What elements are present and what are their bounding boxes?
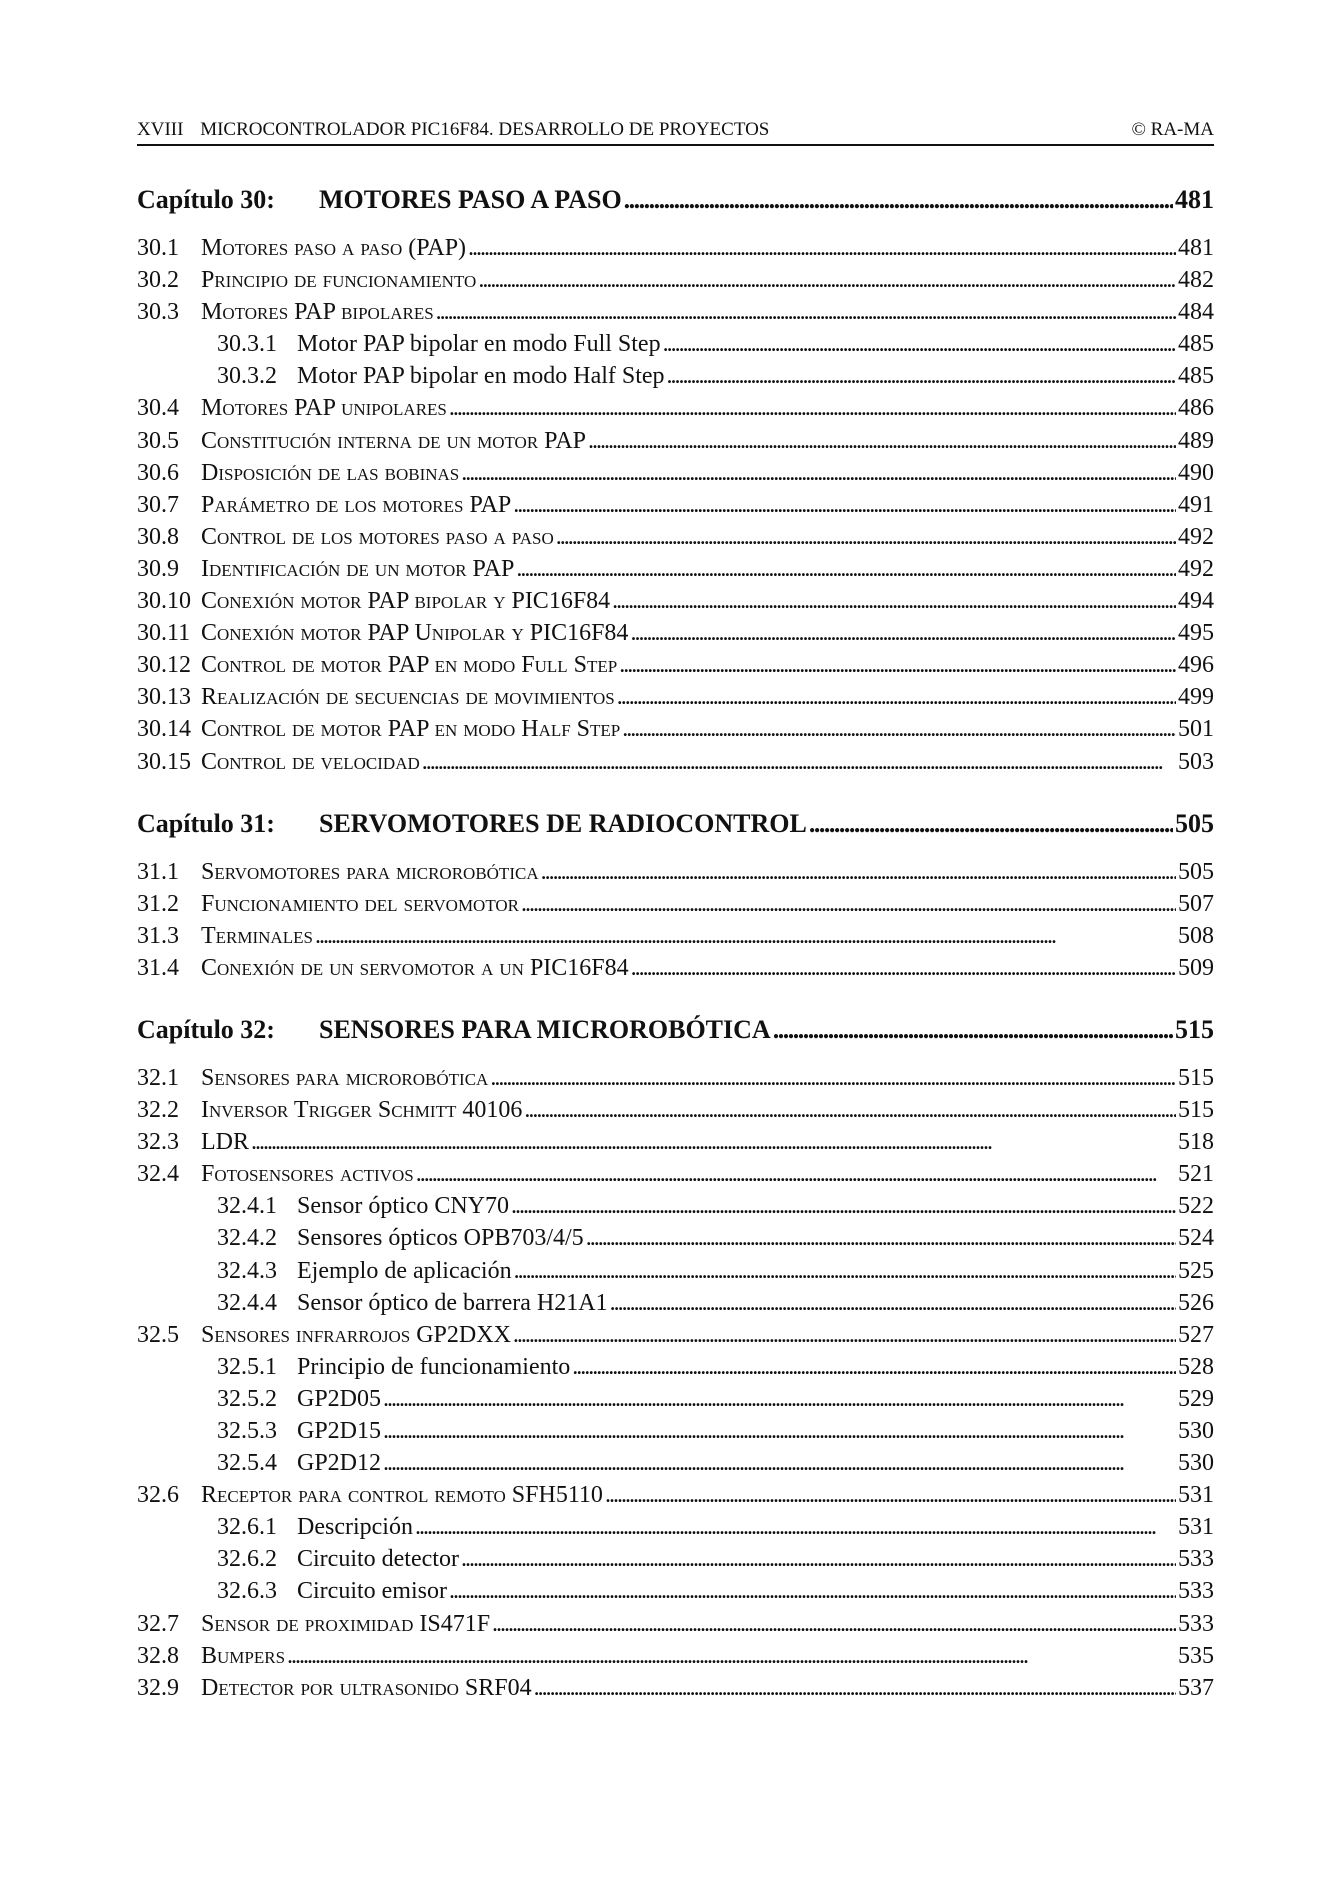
entry-title: Conexión motor PAP bipolar y PIC16F84	[201, 588, 611, 615]
entry-number: 30.13	[137, 684, 191, 711]
chapter-title: SERVOMOTORES DE RADIOCONTROL	[319, 808, 807, 838]
toc-subsection-entry	[137, 1255, 1214, 1287]
entry-page-number: 527	[1178, 1321, 1214, 1348]
chapter-title: SENSORES PARA MICROROBÓTICA	[319, 1014, 771, 1044]
entry-number: 30.10	[137, 588, 191, 615]
dot-leader	[610, 1287, 1176, 1319]
entry-title: Principio de funcionamiento	[201, 267, 477, 294]
toc-section-entry	[137, 920, 1214, 952]
entry-title: Sensores infrarrojos GP2DXX	[201, 1321, 511, 1348]
entry-title: Motor PAP bipolar en modo Full Step	[297, 331, 661, 358]
table-of-contents	[137, 184, 1214, 1704]
entry-number: 32.5.1	[217, 1353, 277, 1380]
toc-section-entry	[137, 392, 1214, 424]
entry-number: 30.3.2	[217, 363, 277, 390]
entry-title: Conexión de un servomotor a un PIC16F84	[201, 954, 629, 981]
chapter-block	[137, 808, 1214, 984]
chapter-label: Capítulo 30:	[137, 185, 275, 214]
entry-page-number: 535	[1178, 1642, 1214, 1669]
dot-leader	[315, 920, 1176, 952]
toc-subsection-entry	[137, 1575, 1214, 1607]
entry-page-number: 489	[1178, 427, 1214, 454]
entry-number: 30.9	[137, 555, 179, 582]
entry-number: 31.1	[137, 858, 179, 885]
entry-number: 32.6	[137, 1482, 179, 1509]
entry-title: Sensor de proximidad IS471F	[201, 1610, 491, 1637]
entry-page-number: 531	[1178, 1514, 1214, 1541]
toc-section-entry	[137, 457, 1214, 489]
entry-number: 30.15	[137, 748, 191, 775]
dot-leader	[667, 360, 1176, 392]
dot-leader	[287, 1640, 1176, 1672]
entry-title: Principio de funcionamiento	[297, 1353, 571, 1380]
toc-section-entry	[137, 746, 1214, 778]
dot-leader	[516, 553, 1176, 585]
entry-title: Control de velocidad	[201, 748, 420, 775]
toc-section-entry	[137, 1126, 1214, 1158]
dot-leader	[513, 1319, 1176, 1351]
entry-number: 32.4.3	[217, 1257, 277, 1284]
entry-page-number: 526	[1178, 1289, 1214, 1316]
entry-page-number: 490	[1178, 459, 1214, 486]
entry-number: 32.6.2	[217, 1546, 277, 1573]
toc-section-entry	[137, 1158, 1214, 1190]
entry-page-number: 533	[1178, 1610, 1214, 1637]
entry-title: Identificación de un motor PAP	[201, 555, 515, 582]
toc-section-entry	[137, 296, 1214, 328]
dot-leader	[383, 1383, 1176, 1415]
entry-title: Control de los motores paso a paso	[201, 523, 554, 550]
chapter-page-number: 481	[1175, 185, 1214, 214]
entry-page-number: 531	[1178, 1482, 1214, 1509]
entry-page-number: 485	[1178, 331, 1214, 358]
dot-leader	[809, 808, 1173, 840]
entry-page-number: 507	[1178, 890, 1214, 917]
toc-section-entry	[137, 1640, 1214, 1672]
dot-leader	[605, 1479, 1176, 1511]
entry-number: 32.7	[137, 1610, 179, 1637]
entry-number: 32.1	[137, 1064, 179, 1091]
dot-leader	[631, 952, 1176, 984]
toc-section-entry	[137, 1062, 1214, 1094]
running-head	[137, 118, 1214, 146]
dot-leader	[630, 617, 1176, 649]
dot-leader	[624, 184, 1173, 216]
chapter-heading	[137, 184, 1214, 216]
toc-section-entry	[137, 952, 1214, 984]
entry-number: 32.9	[137, 1674, 179, 1701]
toc-section-entry	[137, 1319, 1214, 1351]
entry-page-number: 530	[1178, 1418, 1214, 1444]
toc-section-entry	[137, 1094, 1214, 1126]
entry-page-number: 518	[1178, 1129, 1214, 1156]
dot-leader	[663, 328, 1176, 360]
entry-number: 32.5.2	[217, 1385, 277, 1412]
entry-title: GP2D12	[297, 1450, 382, 1477]
dot-leader	[514, 1255, 1176, 1287]
entry-number: 30.2	[137, 267, 179, 294]
toc-subsection-entry	[137, 1511, 1214, 1543]
entry-page-number: 530	[1178, 1450, 1214, 1477]
toc-section-entry	[137, 521, 1214, 553]
entry-title: Descripción	[297, 1514, 413, 1541]
dot-leader	[478, 264, 1176, 296]
entry-number: 32.4.1	[217, 1193, 277, 1220]
entry-number: 30.5	[137, 427, 179, 454]
entry-page-number: 494	[1178, 588, 1214, 615]
toc-subsection-entry	[137, 1543, 1214, 1575]
entry-number: 32.5.3	[217, 1418, 277, 1444]
entry-page-number: 508	[1178, 922, 1214, 949]
entry-page-number: 515	[1178, 1097, 1214, 1124]
entry-page-number: 525	[1178, 1257, 1214, 1284]
entry-number: 30.3	[137, 299, 179, 326]
toc-subsection-entry	[137, 1415, 1214, 1447]
entry-number: 31.3	[137, 922, 179, 949]
entry-page-number: 491	[1178, 491, 1214, 518]
entry-number: 30.8	[137, 523, 179, 550]
toc-section-entry	[137, 489, 1214, 521]
entry-number: 30.4	[137, 395, 179, 422]
toc-subsection-entry	[137, 1222, 1214, 1254]
entry-number: 32.5.4	[217, 1450, 277, 1477]
document-page	[137, 118, 1214, 1734]
entry-title: Terminales	[201, 922, 313, 949]
dot-leader	[383, 1447, 1176, 1479]
dot-leader	[416, 1158, 1176, 1190]
entry-number: 30.1	[137, 235, 179, 261]
entry-page-number: 533	[1178, 1546, 1214, 1573]
entry-page-number: 537	[1178, 1674, 1214, 1701]
entry-page-number: 505	[1178, 858, 1214, 885]
dot-leader	[511, 1190, 1176, 1222]
entry-number: 32.4.2	[217, 1225, 277, 1252]
toc-subsection-entry	[137, 1447, 1214, 1479]
toc-section-entry	[137, 617, 1214, 649]
dot-leader	[468, 232, 1176, 264]
entry-page-number: 495	[1178, 620, 1214, 647]
dot-leader	[513, 489, 1176, 521]
publisher-mark: © RA-MA	[1131, 119, 1214, 140]
dot-leader	[251, 1126, 1176, 1158]
entry-number: 30.12	[137, 652, 191, 679]
entry-title: Sensores ópticos OPB703/4/5	[297, 1225, 584, 1252]
dot-leader	[541, 856, 1176, 888]
dot-leader	[436, 296, 1176, 328]
toc-section-entry	[137, 856, 1214, 888]
dot-leader	[617, 681, 1176, 713]
dot-leader	[524, 1094, 1176, 1126]
toc-section-entry	[137, 425, 1214, 457]
dot-leader	[572, 1351, 1176, 1383]
toc-section-entry	[137, 713, 1214, 745]
entry-page-number: 486	[1178, 395, 1214, 422]
chapter-block	[137, 1014, 1214, 1704]
entry-page-number: 528	[1178, 1353, 1214, 1380]
entry-title: Realización de secuencias de movimientos	[201, 684, 615, 711]
entry-page-number: 533	[1178, 1578, 1214, 1605]
entry-title: LDR	[201, 1129, 249, 1156]
chapter-heading	[137, 1014, 1214, 1046]
entry-page-number: 529	[1178, 1385, 1214, 1412]
entry-page-number: 492	[1178, 523, 1214, 550]
dot-leader	[449, 392, 1176, 424]
chapter-heading	[137, 808, 1214, 840]
entry-page-number: 522	[1178, 1193, 1214, 1220]
entry-title: Parámetro de los motores PAP	[201, 491, 512, 518]
entry-title: Constitución interna de un motor PAP	[201, 427, 586, 454]
entry-title: Circuito detector	[297, 1546, 459, 1573]
entry-number: 30.3.1	[217, 331, 277, 358]
entry-title: Control de motor PAP en modo Half Step	[201, 716, 621, 743]
entry-title: GP2D05	[297, 1385, 382, 1412]
dot-leader	[490, 1062, 1176, 1094]
entry-page-number: 496	[1178, 652, 1214, 679]
entry-title: Sensor óptico CNY70	[297, 1193, 509, 1220]
toc-section-entry	[137, 232, 1214, 264]
entry-title: Inversor Trigger Schmitt 40106	[201, 1097, 523, 1124]
entry-page-number: 492	[1178, 555, 1214, 582]
entry-number: 32.2	[137, 1097, 179, 1124]
entry-number: 32.8	[137, 1642, 179, 1669]
entry-page-number: 482	[1178, 267, 1214, 294]
entry-title: Circuito emisor	[297, 1578, 447, 1605]
entry-page-number: 524	[1178, 1225, 1214, 1252]
dot-leader	[492, 1608, 1176, 1640]
entry-number: 31.4	[137, 954, 179, 981]
entry-title: Disposición de las bobinas	[201, 459, 460, 486]
dot-leader	[773, 1014, 1173, 1046]
toc-section-entry	[137, 888, 1214, 920]
entry-title: Receptor para control remoto SFH5110	[201, 1482, 603, 1509]
entry-title: GP2D15	[297, 1418, 382, 1444]
running-head-left	[137, 120, 769, 140]
entry-page-number: 515	[1178, 1064, 1214, 1091]
entry-title: Sensor óptico de barrera H21A1	[297, 1289, 608, 1316]
toc-subsection-entry	[137, 1383, 1214, 1415]
chapter-block	[137, 184, 1214, 778]
dot-leader	[422, 746, 1176, 778]
page-folio: XVIII	[137, 119, 184, 140]
entry-title: Control de motor PAP en modo Full Step	[201, 652, 618, 679]
dot-leader	[612, 585, 1176, 617]
toc-section-entry	[137, 585, 1214, 617]
toc-section-entry	[137, 1608, 1214, 1640]
toc-section-entry	[137, 681, 1214, 713]
entry-title: Motores PAP bipolares	[201, 299, 434, 326]
entry-number: 30.11	[137, 620, 191, 647]
entry-page-number: 509	[1178, 954, 1214, 981]
entry-number: 32.6.3	[217, 1578, 277, 1605]
book-title: MICROCONTROLADOR PIC16F84. DESARROLLO DE PROYECTOS	[200, 119, 770, 140]
entry-title: Servomotores para microrobótica	[201, 858, 539, 885]
entry-title: Motores paso a paso (PAP)	[201, 235, 467, 261]
dot-leader	[449, 1575, 1176, 1607]
entry-title: Motores PAP unipolares	[201, 395, 447, 422]
toc-subsection-entry	[137, 1287, 1214, 1319]
entry-number: 30.7	[137, 491, 179, 518]
toc-subsection-entry	[137, 1351, 1214, 1383]
dot-leader	[586, 1222, 1176, 1254]
entry-page-number: 521	[1178, 1161, 1214, 1188]
toc-section-entry	[137, 649, 1214, 681]
dot-leader	[588, 425, 1176, 457]
entry-page-number: 484	[1178, 299, 1214, 326]
toc-section-entry	[137, 1672, 1214, 1704]
entry-page-number: 501	[1178, 716, 1214, 743]
dot-leader	[521, 888, 1176, 920]
dot-leader	[622, 713, 1176, 745]
toc-section-entry	[137, 553, 1214, 585]
entry-number: 30.6	[137, 459, 179, 486]
entry-number: 30.14	[137, 716, 191, 743]
entry-number: 32.4.4	[217, 1289, 277, 1316]
entry-title: Sensores para microrobótica	[201, 1064, 489, 1091]
entry-number: 32.6.1	[217, 1514, 277, 1541]
entry-number: 31.2	[137, 890, 179, 917]
chapter-label: Capítulo 32:	[137, 1014, 275, 1044]
chapter-label: Capítulo 31:	[137, 808, 275, 838]
entry-page-number: 503	[1178, 748, 1214, 775]
dot-leader	[619, 649, 1176, 681]
entry-title: Fotosensores activos	[201, 1161, 414, 1188]
dot-leader	[383, 1415, 1176, 1447]
entry-page-number: 499	[1178, 684, 1214, 711]
toc-section-entry	[137, 1479, 1214, 1511]
toc-subsection-entry	[137, 1190, 1214, 1222]
entry-title: Detector por ultrasonido SRF04	[201, 1674, 532, 1701]
entry-title: Funcionamiento del servomotor	[201, 890, 520, 917]
toc-section-entry	[137, 264, 1214, 296]
chapter-page-number: 505	[1175, 808, 1214, 838]
dot-leader	[556, 521, 1176, 553]
entry-title: Motor PAP bipolar en modo Half Step	[297, 363, 665, 390]
entry-number: 32.4	[137, 1161, 179, 1188]
entry-number: 32.5	[137, 1321, 179, 1348]
dot-leader	[415, 1511, 1176, 1543]
entry-number: 32.3	[137, 1129, 179, 1156]
entry-title: Bumpers	[201, 1642, 286, 1669]
toc-subsection-entry	[137, 360, 1214, 392]
entry-title: Conexión motor PAP Unipolar y PIC16F84	[201, 620, 629, 647]
dot-leader	[534, 1672, 1176, 1704]
entry-page-number: 485	[1178, 363, 1214, 390]
dot-leader	[461, 457, 1176, 489]
chapter-title: MOTORES PASO A PASO	[319, 185, 622, 214]
chapter-page-number: 515	[1175, 1014, 1214, 1044]
dot-leader	[461, 1543, 1176, 1575]
toc-subsection-entry	[137, 328, 1214, 360]
entry-title: Ejemplo de aplicación	[297, 1257, 512, 1284]
entry-page-number: 481	[1178, 235, 1214, 261]
